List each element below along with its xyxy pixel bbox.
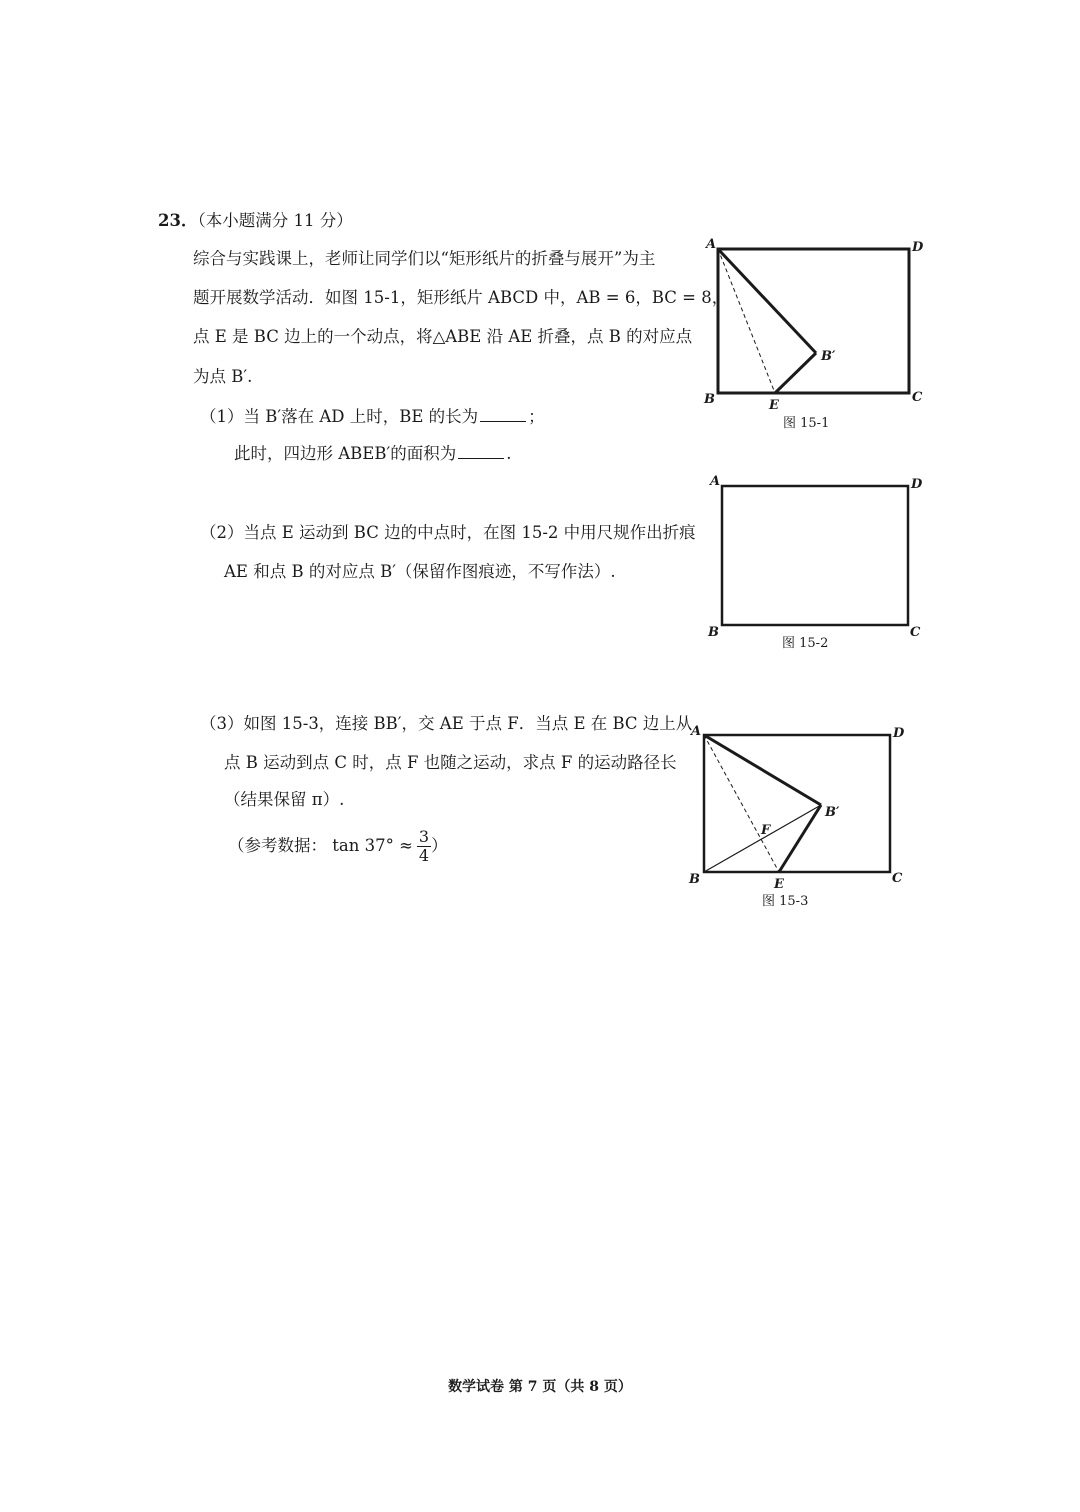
fig3-rectangle — [704, 735, 890, 872]
fig2-label-b: B — [708, 625, 719, 640]
intro-line-3: 点 E 是 BC 边上的一个动点，将△ABE 沿 AE 折叠，点 B 的对应点 — [193, 327, 693, 346]
part1-text-b: ； — [528, 407, 545, 426]
fig2-label-c: C — [910, 625, 921, 640]
fig1-label-d: D — [912, 240, 924, 255]
part2-line-1: （2）当点 E 运动到 BC 边的中点时，在图 15-2 中用尺规作出折痕 — [200, 523, 696, 542]
part1-text-a: （1）当 B′落在 AD 上时，BE 的长为 — [200, 407, 479, 426]
part1-text-d: . — [506, 444, 512, 463]
fig3-bb-prime — [704, 805, 821, 872]
fig3-label-a: A — [691, 724, 702, 739]
fig1-label-a: A — [706, 237, 717, 252]
fig2-label-a: A — [710, 474, 721, 489]
fig3-fold-ae-dashed — [704, 735, 779, 872]
part3-line-3: （结果保留 π）. — [224, 790, 345, 809]
fig1-b-prime-e — [775, 353, 816, 393]
part3-line-2: 点 B 运动到点 C 时，点 F 也随之运动，求点 F 的运动路径长 — [224, 753, 677, 772]
fig3-b-prime-e — [779, 805, 821, 872]
fig1-ab-prime — [718, 249, 816, 353]
fraction-denominator: 4 — [418, 846, 430, 865]
fig1-fold-ae-dashed — [718, 249, 775, 393]
fig1-label-c: C — [912, 390, 923, 405]
intro-line-2: 题开展数学活动．如图 15-1，矩形纸片 ABCD 中，AB = 6，BC = 8， — [193, 288, 729, 307]
fig3-label-b-prime: B′ — [825, 805, 840, 820]
fig2-label-d: D — [911, 477, 923, 492]
fig1-caption: 图 15-1 — [783, 416, 830, 431]
fig2-rectangle — [722, 486, 908, 625]
reference-prefix: （参考数据： tan 37° ≈ — [228, 836, 413, 855]
intro-line-1: 综合与实践课上，老师让同学们以“矩形纸片的折叠与展开”为主 — [193, 249, 656, 268]
page-footer: 数学试卷 第 7 页（共 8 页） — [448, 1379, 632, 1395]
reference-suffix: ） — [431, 836, 448, 855]
fig3-label-b: B — [689, 872, 700, 887]
figure-15-1 — [703, 237, 924, 431]
fig3-label-e: E — [774, 877, 784, 892]
fig3-ab-prime — [704, 735, 821, 805]
fig3-label-f: F — [761, 823, 771, 838]
fig3-label-c: C — [892, 871, 903, 886]
part1-text-c: 此时，四边形 ABEB′的面积为 — [234, 444, 457, 463]
part2-line-2: AE 和点 B 的对应点 B′（保留作图痕迹，不写作法）. — [224, 562, 616, 581]
part3-line-1: （3）如图 15-3，连接 BB′，交 AE 于点 F．当点 E 在 BC 边上从 — [200, 714, 693, 733]
fig1-label-b-prime: B′ — [821, 349, 836, 364]
fraction-numerator: 3 — [418, 827, 430, 846]
figure-15-3 — [688, 724, 905, 909]
fig1-label-e: E — [769, 398, 779, 413]
fig2-caption: 图 15-2 — [782, 636, 829, 651]
figure-15-2 — [707, 474, 923, 651]
question-points: （本小题满分 11 分） — [197, 211, 353, 230]
intro-line-4: 为点 B′. — [193, 367, 253, 386]
fig3-caption: 图 15-3 — [762, 894, 809, 909]
fig1-label-b: B — [704, 392, 715, 407]
question-number: 23． — [158, 211, 198, 230]
fig3-label-d: D — [893, 726, 905, 741]
